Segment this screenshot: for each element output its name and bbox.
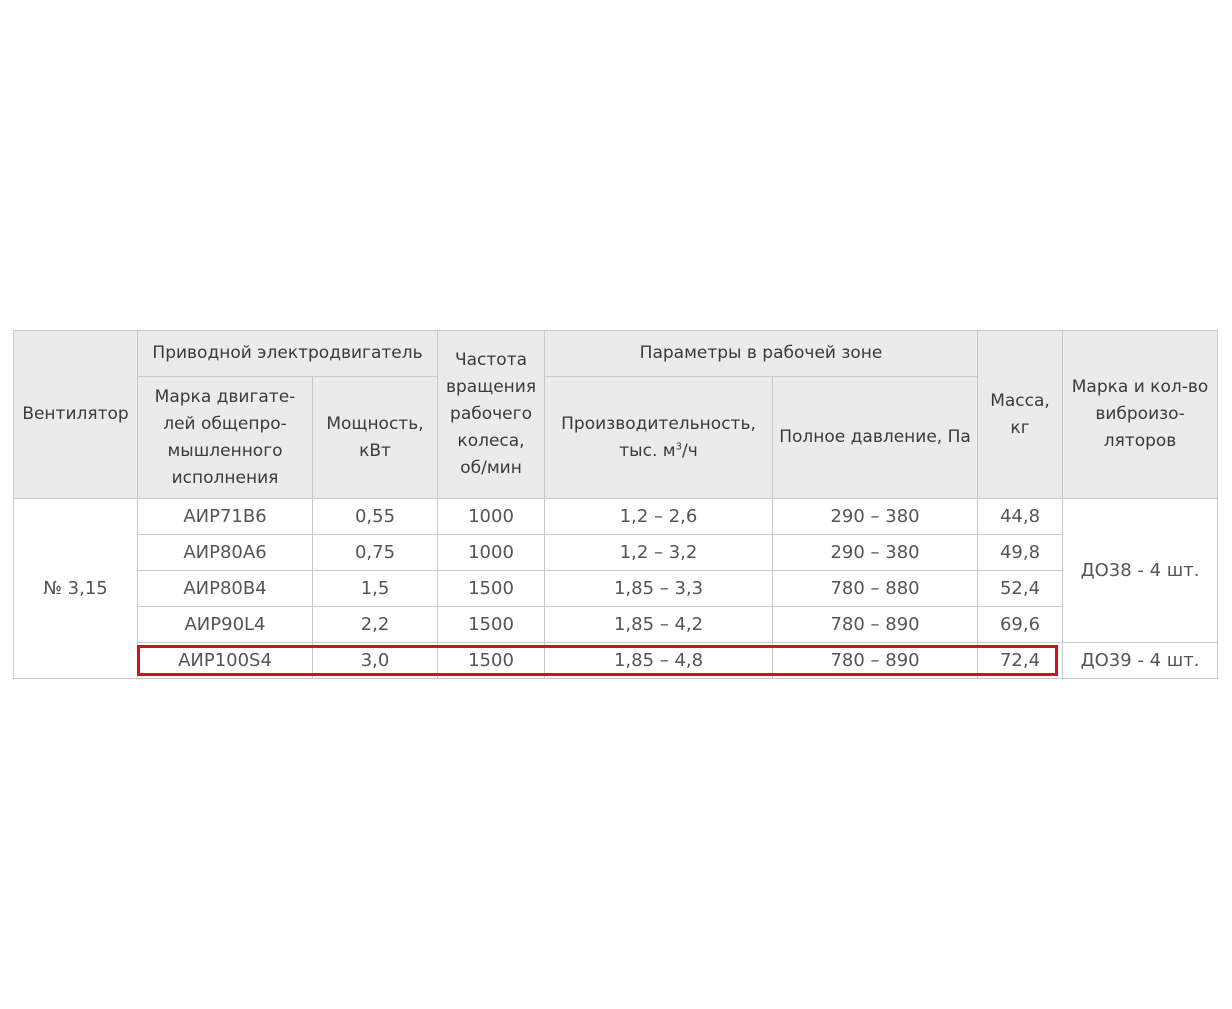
header-pressure: Полное давление, Па [773,377,978,499]
header-work-zone-params: Параметры в рабочей зоне [545,331,978,377]
header-isolators: Марка и кол-во виброизо-ляторов [1063,331,1218,499]
header-fan: Вентилятор [14,331,138,499]
table-row [14,535,1218,571]
header-drive-motor: Приводной электродвигатель [138,331,438,377]
pressure-cell: 290 – 380 [773,499,978,535]
speed-cell: 1500 [438,571,545,607]
header-capacity [545,377,773,499]
speed-cell: 1000 [438,499,545,535]
table-row [14,607,1218,643]
capacity-cell: 1,85 – 3,3 [545,571,773,607]
mass-cell: 52,4 [978,571,1063,607]
speed-cell: 1500 [438,607,545,643]
isolators-cell-group-1: ДО38 - 4 шт. [1063,499,1218,643]
mass-cell: 72,4 [978,643,1063,679]
spec-table [13,330,1218,679]
motor-cell: АИР71В6 [138,499,313,535]
speed-cell: 1500 [438,643,545,679]
motor-cell: АИР80В4 [138,571,313,607]
power-cell: 2,2 [313,607,438,643]
table-row [14,499,1218,535]
header-mass: Масса, кг [978,331,1063,499]
pressure-cell: 780 – 890 [773,607,978,643]
mass-cell: 49,8 [978,535,1063,571]
header-capacity-suffix: /ч [681,440,698,461]
table-row-highlighted [14,643,1218,679]
header-capacity-sup: 3 [675,440,682,452]
table-row [14,571,1218,607]
motor-cell: АИР100S4 [138,643,313,679]
capacity-cell: 1,2 – 3,2 [545,535,773,571]
header-capacity-prefix: Производительность, тыс. м [561,413,756,461]
pressure-cell: 780 – 890 [773,643,978,679]
motor-cell: АИР80А6 [138,535,313,571]
header-motor-brand: Марка двигате-лей общепро-мышленного исполнения [138,377,313,499]
power-cell: 1,5 [313,571,438,607]
isolators-cell-group-2: ДО39 - 4 шт. [1063,643,1218,679]
mass-cell: 44,8 [978,499,1063,535]
header-power: Мощность, кВт [313,377,438,499]
header-rotation-speed: Частота вращения рабочего колеса, об/мин [438,331,545,499]
motor-cell: АИР90L4 [138,607,313,643]
pressure-cell: 780 – 880 [773,571,978,607]
fan-number-cell: № 3,15 [14,499,138,679]
power-cell: 3,0 [313,643,438,679]
mass-cell: 69,6 [978,607,1063,643]
power-cell: 0,75 [313,535,438,571]
power-cell: 0,55 [313,499,438,535]
pressure-cell: 290 – 380 [773,535,978,571]
capacity-cell: 1,85 – 4,8 [545,643,773,679]
speed-cell: 1000 [438,535,545,571]
capacity-cell: 1,2 – 2,6 [545,499,773,535]
capacity-cell: 1,85 – 4,2 [545,607,773,643]
